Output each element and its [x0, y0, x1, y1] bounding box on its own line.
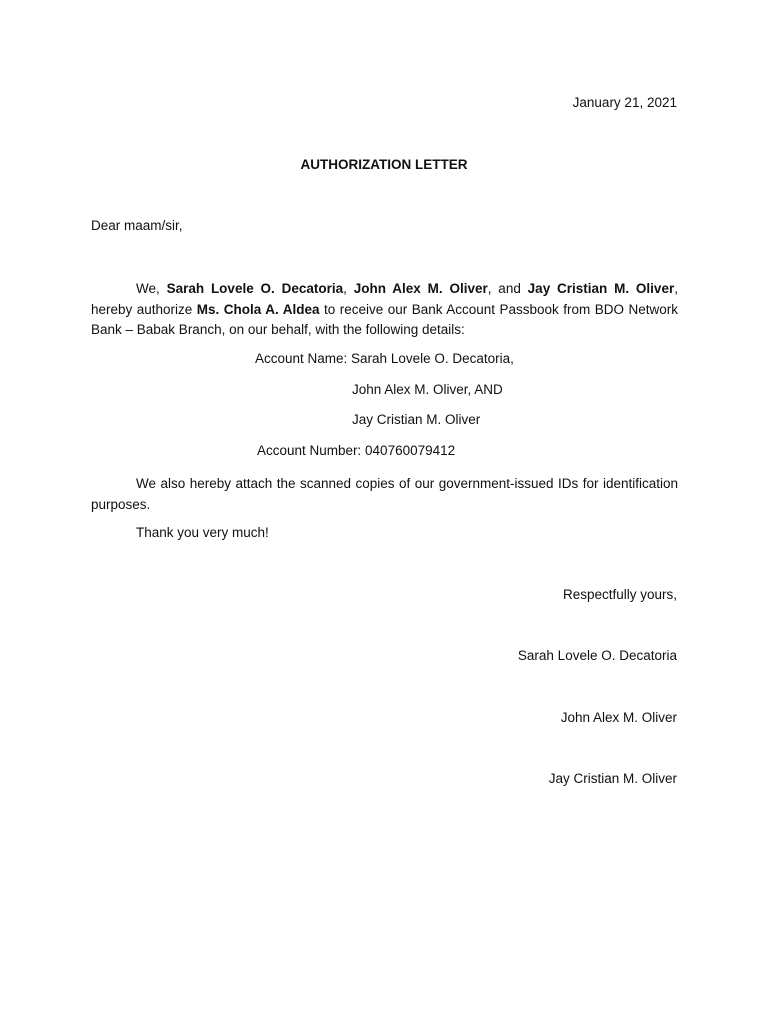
authorization-paragraph [91, 279, 678, 341]
para1-text-3: , and [487, 281, 528, 296]
signatory-2: John Alex M. Oliver [560, 710, 677, 725]
para1-text-1: We, [136, 281, 167, 296]
grantor-name-3: Jay Cristian M. Oliver [527, 281, 675, 296]
para1-text-2: , [343, 281, 354, 296]
letter-date: January 21, 2021 [572, 95, 677, 110]
letter-title: AUTHORIZATION LETTER [300, 157, 468, 172]
para2-text: We also hereby attach the scanned copies of our government-issued IDs for identification purposes. [91, 476, 678, 512]
authorized-person: Ms. Chola A. Aldea [196, 301, 320, 317]
signatory-3: Jay Cristian M. Oliver [548, 771, 677, 786]
para1-text-4: , hereby authorize [91, 281, 678, 317]
grantor-name-1: Sarah Lovele O. Decatoria [166, 281, 344, 296]
account-name-line-3: Jay Cristian M. Oliver [352, 412, 481, 427]
salutation: Dear maam/sir, [91, 218, 183, 233]
para1-text-5: to receive our Bank Account Passbook from BDO Network Bank – Babak Branch, on our behalf, with the following details: [91, 301, 678, 337]
account-number-line: Account Number: 040760079412 [257, 443, 456, 458]
attachment-paragraph [91, 474, 678, 515]
grantor-name-2: John Alex M. Oliver [353, 281, 488, 296]
closing: Respectfully yours, [562, 587, 677, 602]
account-name-line-2: John Alex M. Oliver, AND [352, 382, 503, 397]
thanks-line: Thank you very much! [136, 525, 269, 540]
signatory-1: Sarah Lovele O. Decatoria [517, 648, 677, 663]
account-name-line-1: Account Name: Sarah Lovele O. Decatoria, [255, 351, 514, 366]
